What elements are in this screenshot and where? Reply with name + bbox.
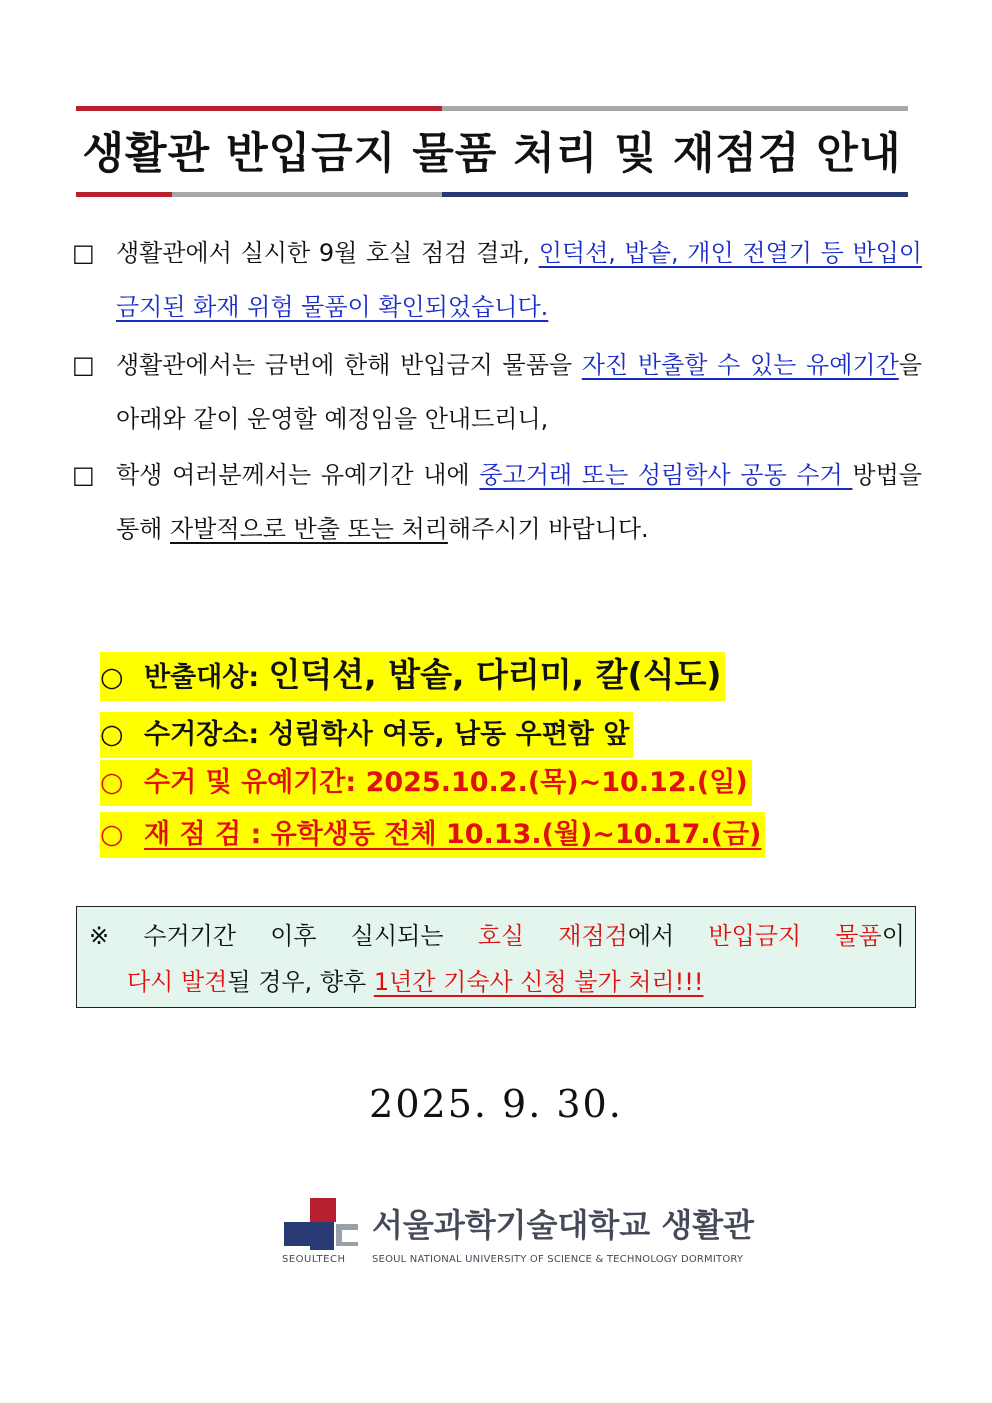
square-bullet-icon: □: [72, 239, 95, 267]
condition-item-location: [100, 712, 633, 758]
document-date: 2025. 9. 30.: [369, 1082, 623, 1126]
paragraph-grace-period: [72, 338, 922, 446]
para2-highlight: 자진 반출할 수 있는 유예기간: [581, 351, 899, 379]
square-bullet-icon: □: [72, 351, 95, 379]
notice-word: 수거기간: [143, 922, 237, 950]
notice-word-group: [558, 911, 674, 961]
condition-2-text: 수거장소: 성림학사 여동, 남동 우편함 앞: [144, 719, 630, 750]
logo-abbreviation: SEOULTECH: [282, 1254, 346, 1265]
condition-1-label: 반출대상:: [144, 662, 269, 693]
circle-bullet-icon: ○: [100, 662, 124, 693]
notice-penalty-text: 1년간 기숙사 신청 불가 처리!!!: [373, 968, 704, 996]
para3-highlight: 중고거래 또는 성림학사 공동 수거: [479, 461, 853, 489]
logo-english-name: SEOUL NATIONAL UNIVERSITY OF SCIENCE & TECHNOLOGY DORMITORY: [372, 1254, 744, 1265]
logo-korean-name: 서울과학기술대학교 생활관: [372, 1206, 755, 1244]
condition-1-value: 인덕션, 밥솥, 다리미, 칼(식도): [268, 655, 722, 694]
para3-text-1: 학생 여러분께서는 유예기간 내에: [116, 461, 480, 489]
condition-item-target: [100, 652, 725, 701]
title-block: [76, 106, 908, 198]
notice-line-1: [89, 911, 905, 961]
para3-text-2: 방법을 통해: [116, 461, 922, 543]
warning-notice-box: [76, 906, 916, 1008]
para2-text-1: 생활관에서는 금번에 한해 반입금지 물품을: [116, 351, 582, 379]
notice-plain-text: 될 경우, 향후: [227, 968, 374, 996]
para3-text-3: 해주시기 바랍니다.: [447, 515, 649, 543]
title-top-bar-red: [76, 106, 442, 111]
condition-3-text: 수거 및 유예기간: 2025.10.2.(목)~10.12.(일): [144, 767, 748, 798]
page-title: 생활관 반입금지 물품 처리 및 재점검 안내: [82, 129, 902, 179]
circle-bullet-icon: ○: [100, 719, 124, 750]
condition-4-text: 재 점 검 : 유학생동 전체 10.13.(월)~10.17.(금): [144, 819, 762, 850]
notice-word-red: 물품: [835, 922, 882, 950]
reference-mark-icon: ※: [89, 922, 110, 950]
condition-item-reinspection: [100, 812, 765, 858]
circle-bullet-icon: ○: [100, 767, 124, 798]
notice-word-red: 재점검: [558, 922, 628, 950]
para2-text-2: 을 아래와 같이 운영할 예정임을 안내드리니,: [116, 351, 922, 433]
notice-word: 실시되는: [350, 922, 444, 950]
title-top-bar-gray: [442, 106, 908, 111]
title-bottom-bar-red: [76, 192, 172, 197]
para1-text: 생활관에서 실시한 9월 호실 점검 결과,: [116, 239, 539, 267]
notice-word: 에서: [627, 922, 675, 950]
para1-highlight: 인덕션, 밥솥, 개인 전열기 등 반입이 금지된 화재 위험 물품이 확인되었습니다.: [116, 239, 922, 321]
square-bullet-icon: □: [72, 461, 95, 489]
notice-line-2: [127, 957, 703, 1007]
notice-red-text: 다시 발견: [127, 968, 228, 996]
notice-word-red: 반입금지: [708, 922, 802, 950]
title-bottom-bar-navy: [442, 192, 908, 197]
notice-word: 이: [881, 922, 905, 950]
notice-word-group: [835, 911, 905, 961]
paragraph-inspection-result: [72, 226, 922, 334]
condition-item-period: [100, 760, 752, 806]
seoultech-emblem-icon: [282, 1196, 362, 1254]
circle-bullet-icon: ○: [100, 819, 124, 850]
title-bottom-bar-gray: [172, 192, 442, 197]
notice-word: 이후: [270, 922, 317, 950]
paragraph-request: [72, 448, 922, 556]
para3-underline: 자발적으로 반출 또는 처리: [170, 515, 448, 543]
notice-word-red: 호실: [477, 922, 525, 950]
university-logo: [282, 1196, 755, 1276]
